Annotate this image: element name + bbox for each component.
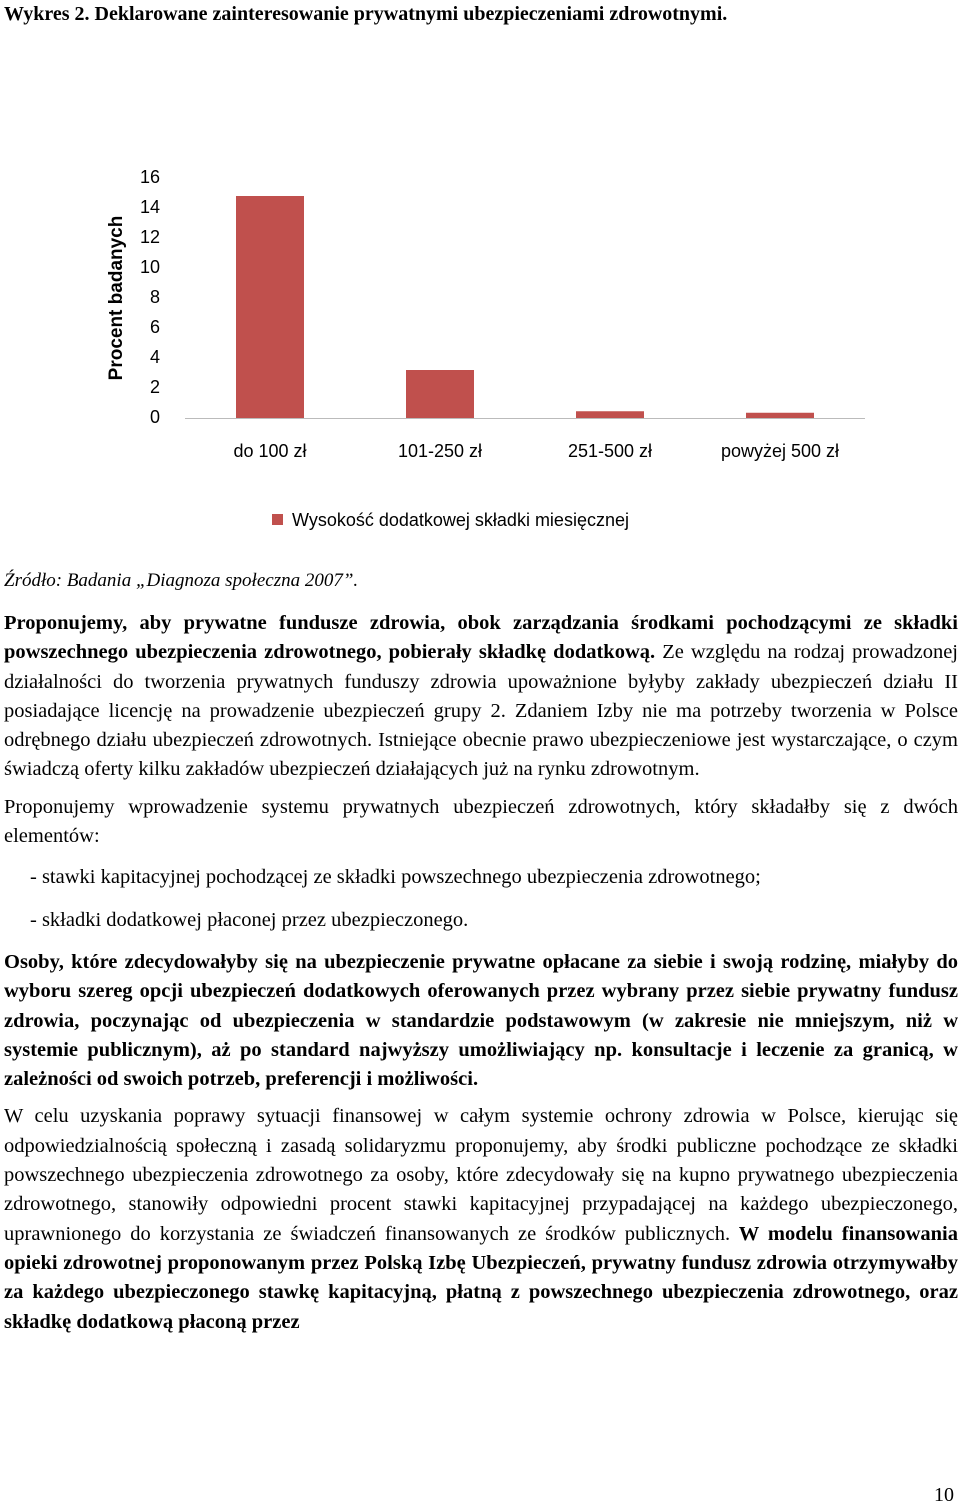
paragraph-4-text: W celu uzyskania poprawy sytuacji finansowej w całym systemie ochrony zdrowia w Polsce, kierując się odpowiedzialnością społeczną i zasadą solidaryzmu proponujemy, aby środki publiczne pochodzące ze składki powszechnego ubezpieczenia zdrowotnego za osoby, które zdecydowały się na kupno prywatnego ubezpieczenia zdrowotnego, stanowiły odpowiedni procent stawki kapitacyjnej przypadającej na każdego ubezpieczonego, uprawnionego do korzystania ze świadczeń finansowanych ze środków publicznych. [4,1105,958,1245]
y-tick-label: 14 [139,196,160,217]
legend-swatch [272,514,283,525]
page-number: 10 [934,1484,954,1506]
paragraph-3-bold: Osoby, które zdecydowałyby się na ubezpieczenie prywatne opłacane za siebie i swoją rodzinę, miałyby do wyboru szereg opcji ubezpieczeń dodatkowych oferowanych przez wybrany przez siebie prywatny fundusz zdrowia, poczynając od ubezpieczenia w standardzie podstawowym (w zakresie nie mniejszym, niż w systemie publicznym), aż po standard najwyższy umożliwiający np. konsultacje i leczenie za granicą, w zależności od swoich potrzeb, preferencji i możliwości. [4,950,958,1091]
bar [576,411,644,418]
y-axis-label-group [106,216,127,381]
y-tick-label: 12 [139,226,160,247]
bar [236,196,304,418]
x-category-label: do 100 zł [233,440,307,461]
paragraph-4 [4,1102,958,1336]
paragraph-3 [4,948,958,1094]
y-tick-label: 4 [149,346,160,367]
list-item-1: - stawki kapitacyjnej pochodzącej ze składki powszechnego ubezpieczenia zdrowotnego; [30,866,761,889]
bar [406,370,474,418]
y-tick-label: 6 [149,316,160,337]
paragraph-1 [4,609,958,785]
paragraph-1-bold: Proponujemy, aby prywatne fundusze zdrowia, obok zarządzania środkami pochodzącymi ze składki powszechnego ubezpieczenia zdrowotnego, pobierały składkę dodatkową. [4,612,958,664]
x-category-label: powyżej 500 zł [720,440,840,461]
figure-source: Źródło: Badania „Diagnoza społeczna 2007”. [4,570,359,591]
y-tick-label: 10 [139,256,160,277]
paragraph-2: Proponujemy wprowadzenie systemu prywatnych ubezpieczeń zdrowotnych, który składałby się z dwóch elementów: [4,795,958,848]
x-category-labels [233,441,839,461]
list-item-2: - składki dodatkowej płaconej przez ubezpieczonego. [30,908,469,931]
body-text [4,609,958,1345]
x-category-label: 101-250 zł [397,440,483,461]
y-axis-label: Procent badanych [106,215,127,381]
y-tick-label: 0 [149,406,160,427]
x-category-label: 251-500 zł [567,440,653,461]
bar [746,413,814,418]
y-tick-label: 16 [139,166,160,187]
bar-chart [0,150,960,550]
y-tick-label: 8 [149,286,160,307]
y-tick-labels [140,167,160,427]
chart-svg [0,150,960,550]
y-tick-label: 2 [149,376,160,397]
paragraph-1-rest: Ze względu na rodzaj prowadzonej działalności do tworzenia prywatnych funduszy zdrowia upoważnione byłyby zakłady ubezpieczeń działu II posiadające licencję na prowadzenie ubezpieczeń grupy 2. Zdaniem Izby nie ma potrzeby tworzenia w Polsce odrębnego działu ubezpieczeń zdrowotnych. Istniejące obecnie prawo ubezpieczeniowe jest wystarczające, o czym świadczą oferty kilku zakładów ubezpieczeń działających już na rynku zdrowotnym. [4,641,959,781]
paragraph-4-bold: W modelu finansowania opieki zdrowotnej proponowanym przez Polską Izbę Ubezpieczeń, prywatny fundusz zdrowia otrzymywałby za każdego ubezpieczonego stawkę kapitacyjną, płatną z powszechnego ubezpieczenia zdrowotnego, oraz składkę dodatkową płaconą przez [4,1222,958,1333]
bars [236,196,814,418]
legend-label: Wysokość dodatkowej składki miesięcznej [292,509,629,530]
figure-title: Wykres 2. Deklarowane zainteresowanie prywatnymi ubezpieczeniami zdrowotnymi. [4,3,728,25]
